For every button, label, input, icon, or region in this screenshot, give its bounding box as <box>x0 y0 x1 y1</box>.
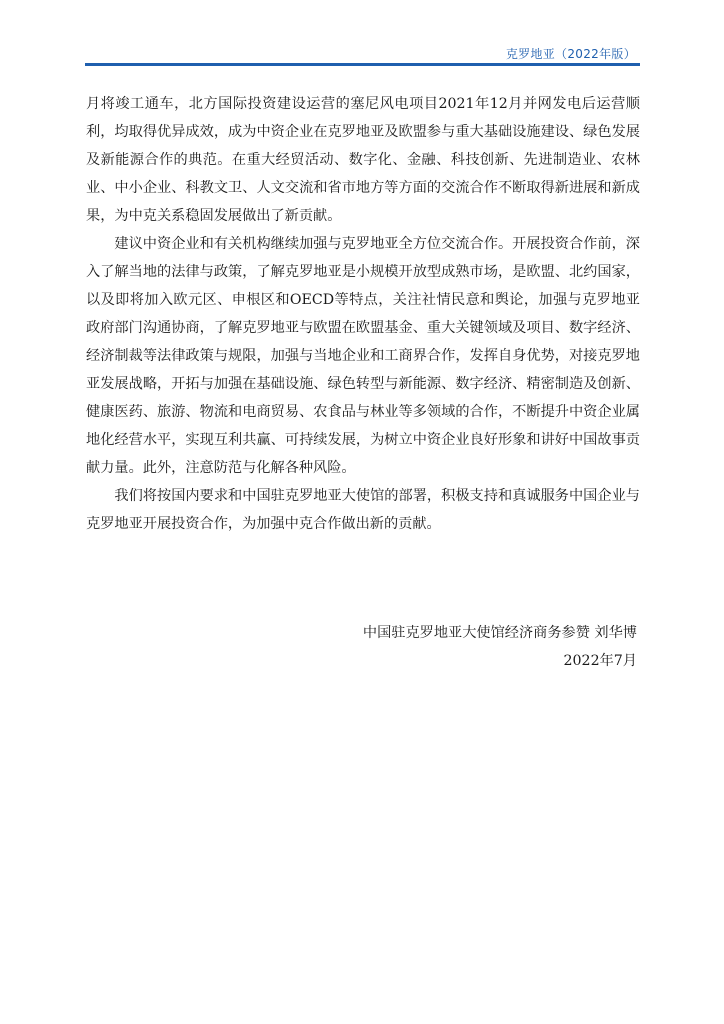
paragraph-closing: 我们将按国内要求和中国驻克罗地亚大使馆的部署，积极支持和真诚服务中国企业与克罗地亚开展投资合作，为加强中克合作做出新的贡献。 <box>86 488 640 532</box>
paragraph-recommendation: 建议中资企业和有关机构继续加强与克罗地亚全方位交流合作。开展投资合作前，深入了解当地的法律与政策，了解克罗地亚是小规模开放型成熟市场，是欧盟、北约国家，以及即将加入欧元区、申根区和OECD等特点，关注社情民意和舆论，加强与克罗地亚政府部门沟通协商，了解克罗地亚与欧盟在欧盟基金、重大关键领域及项目、数字经济、经济制裁等法律政策与规限，加强与当地企业和工商界合作，发挥自身优势，对接克罗地亚发展战略，开拓与加强在基础设施、绿色转型与新能源、数字经济、精密制造及创新、健康医药、旅游、物流和电商贸易、农食品与林业等多领域的合作，不断提升中资企业属地化经营水平，实现互利共赢、可持续发展，为树立中资企业良好形象和讲好中国故事贡献力量。此外，注意防范与化解各种风险。 <box>86 236 640 476</box>
body-text <box>86 90 640 538</box>
signer-name: 中国驻克罗地亚大使馆经济商务参赞 刘华博 <box>362 625 637 641</box>
running-header-title: 克罗地亚（2022年版） <box>505 47 636 61</box>
signature-block <box>217 619 637 675</box>
paragraph-continued: 月将竣工通车，北方国际投资建设运营的塞尼风电项目2021年12月并网发电后运营顺利，均取得优异成效，成为中资企业在克罗地亚及欧盟参与重大基础设施建设、绿色发展及新能源合作的典范。在重大经贸活动、数字化、金融、科技创新、先进制造业、农林业、中小企业、科教文卫、人文交流和省市地方等方面的交流合作不断取得新进展和新成果，为中克关系稳固发展做出了新贡献。 <box>86 96 640 224</box>
header-divider <box>85 63 640 66</box>
signature-date: 2022年7月 <box>563 653 637 669</box>
